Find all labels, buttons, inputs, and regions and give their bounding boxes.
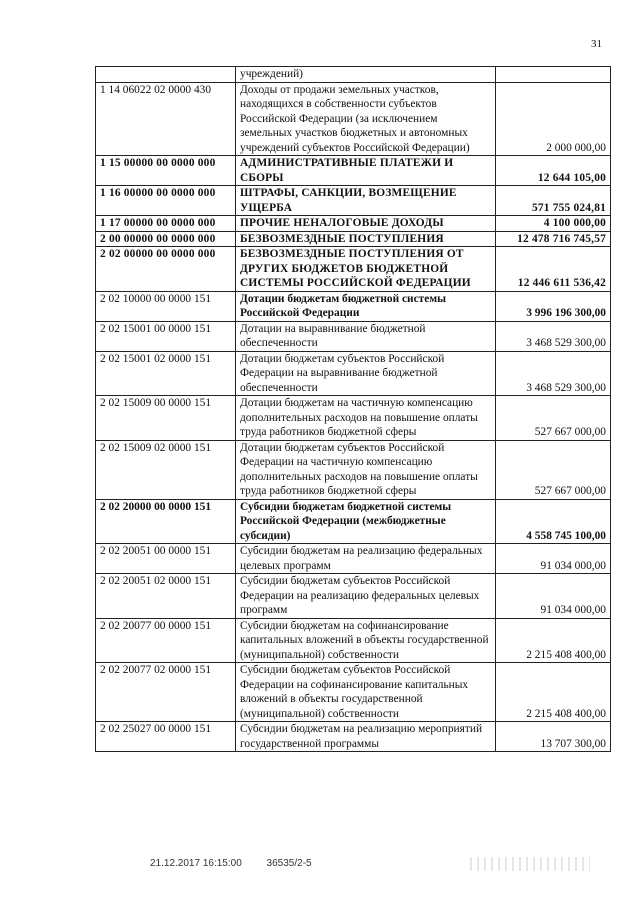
table-row: [96, 574, 611, 619]
revenue-name: ШТРАФЫ, САНКЦИИ, ВОЗМЕЩЕНИЕ УЩЕРБА: [236, 186, 496, 216]
revenue-amount: 91 034 000,00: [496, 544, 611, 574]
revenue-code: [96, 67, 236, 83]
revenue-name: Дотации бюджетам субъектов Российской Федерации на выравнивание бюджетной обеспеченности: [236, 351, 496, 396]
revenue-amount: 13 707 300,00: [496, 722, 611, 752]
revenue-name: учреждений): [236, 67, 496, 83]
table-row: [96, 186, 611, 216]
revenue-amount: 527 667 000,00: [496, 396, 611, 441]
table-row: [96, 722, 611, 752]
revenue-code: 2 02 20051 02 0000 151: [96, 574, 236, 619]
revenue-code: 2 02 20000 00 0000 151: [96, 499, 236, 544]
revenue-name: Дотации бюджетам на частичную компенсацию дополнительных расходов на повышение оплаты труда работников бюджетной сферы: [236, 396, 496, 441]
revenue-name: ПРОЧИЕ НЕНАЛОГОВЫЕ ДОХОДЫ: [236, 216, 496, 232]
revenue-code: 2 02 25027 00 0000 151: [96, 722, 236, 752]
revenue-name: Субсидии бюджетам субъектов Российской Федерации на софинансирование капитальных вложений в объекты государственной (муниципальной) собственности: [236, 663, 496, 722]
table-row: [96, 351, 611, 396]
revenue-code: 2 02 20077 02 0000 151: [96, 663, 236, 722]
revenue-name: Дотации бюджетам бюджетной системы Российской Федерации: [236, 291, 496, 321]
table-row: [96, 247, 611, 292]
table-row: [96, 82, 611, 156]
revenue-amount: 2 000 000,00: [496, 82, 611, 156]
revenue-code: 1 17 00000 00 0000 000: [96, 216, 236, 232]
revenue-name: Доходы от продажи земельных участков, находящихся в собственности субъектов Российской Федерации (за исключением земельных участков бюджетных и автономных учреждений субъектов Российской Федерации): [236, 82, 496, 156]
revenue-code: 1 15 00000 00 0000 000: [96, 156, 236, 186]
revenue-code: 2 02 20077 00 0000 151: [96, 618, 236, 663]
revenue-amount: 12 478 716 745,57: [496, 231, 611, 247]
table-row: [96, 396, 611, 441]
table-row: [96, 321, 611, 351]
revenue-code: 2 02 15009 00 0000 151: [96, 396, 236, 441]
revenue-name: БЕЗВОЗМЕЗДНЫЕ ПОСТУПЛЕНИЯ ОТ ДРУГИХ БЮДЖЕТОВ БЮДЖЕТНОЙ СИСТЕМЫ РОССИЙСКОЙ ФЕДЕРАЦИИ: [236, 247, 496, 292]
revenue-amount: 12 446 611 536,42: [496, 247, 611, 292]
table-row: [96, 440, 611, 499]
table-row: [96, 216, 611, 232]
revenue-code: 2 02 20051 00 0000 151: [96, 544, 236, 574]
table-row: [96, 67, 611, 83]
document-footer: [150, 858, 334, 869]
revenue-code: 2 02 15001 02 0000 151: [96, 351, 236, 396]
revenue-code: 2 02 15001 00 0000 151: [96, 321, 236, 351]
revenue-amount: 2 215 408 400,00: [496, 618, 611, 663]
table-row: [96, 231, 611, 247]
revenue-amount: 3 996 196 300,00: [496, 291, 611, 321]
scan-artifact: [470, 857, 590, 871]
revenue-amount: 2 215 408 400,00: [496, 663, 611, 722]
revenue-code: 2 02 10000 00 0000 151: [96, 291, 236, 321]
revenue-name: БЕЗВОЗМЕЗДНЫЕ ПОСТУПЛЕНИЯ: [236, 231, 496, 247]
revenue-amount: 12 644 105,00: [496, 156, 611, 186]
table-row: [96, 663, 611, 722]
table-row: [96, 291, 611, 321]
table-row: [96, 618, 611, 663]
revenue-code: 2 00 00000 00 0000 000: [96, 231, 236, 247]
revenue-amount: 3 468 529 300,00: [496, 321, 611, 351]
footer-datetime: 21.12.2017 16:15:00: [150, 858, 242, 869]
revenue-amount: 571 755 024,81: [496, 186, 611, 216]
revenue-code: 1 14 06022 02 0000 430: [96, 82, 236, 156]
revenue-name: Субсидии бюджетам на реализацию мероприятий государственной программы: [236, 722, 496, 752]
revenue-amount: 4 100 000,00: [496, 216, 611, 232]
revenue-amount: 3 468 529 300,00: [496, 351, 611, 396]
page-number: 31: [591, 38, 602, 50]
table-row: [96, 156, 611, 186]
revenue-name: Субсидии бюджетам на реализацию федеральных целевых программ: [236, 544, 496, 574]
revenue-name: Субсидии бюджетам субъектов Российской Федерации на реализацию федеральных целевых программ: [236, 574, 496, 619]
revenue-amount: 527 667 000,00: [496, 440, 611, 499]
revenue-code: 2 02 00000 00 0000 000: [96, 247, 236, 292]
table-row: [96, 499, 611, 544]
budget-revenue-table: [95, 66, 611, 752]
revenue-amount: 4 558 745 100,00: [496, 499, 611, 544]
revenue-name: Субсидии бюджетам бюджетной системы Российской Федерации (межбюджетные субсидии): [236, 499, 496, 544]
footer-document-id: 36535/2-5: [266, 858, 312, 869]
revenue-code: 2 02 15009 02 0000 151: [96, 440, 236, 499]
revenue-amount: 91 034 000,00: [496, 574, 611, 619]
revenue-name: АДМИНИСТРАТИВНЫЕ ПЛАТЕЖИ И СБОРЫ: [236, 156, 496, 186]
revenue-name: Дотации на выравнивание бюджетной обеспеченности: [236, 321, 496, 351]
table-row: [96, 544, 611, 574]
revenue-code: 1 16 00000 00 0000 000: [96, 186, 236, 216]
revenue-name: Субсидии бюджетам на софинансирование капитальных вложений в объекты государственной (муниципальной) собственности: [236, 618, 496, 663]
revenue-name: Дотации бюджетам субъектов Российской Федерации на частичную компенсацию дополнительных расходов на повышение оплаты труда работников бюджетной сферы: [236, 440, 496, 499]
revenue-amount: [496, 67, 611, 83]
